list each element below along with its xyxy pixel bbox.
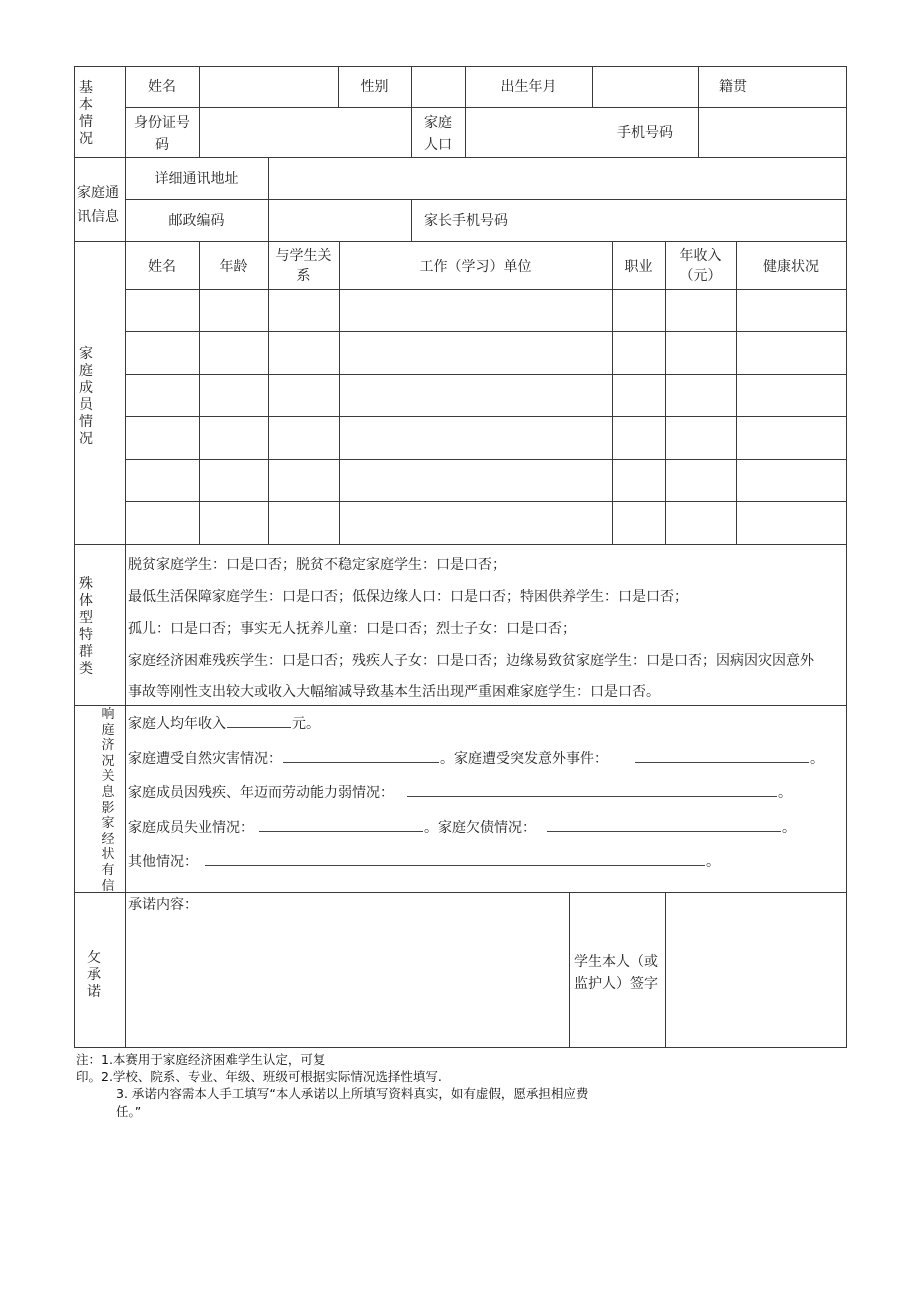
income-unit: 元。 — [292, 716, 320, 732]
special-line: 孤儿：口是口否；事实无人抚养儿童：口是口否；烈士子女：口是口否； — [128, 621, 576, 637]
phone-field[interactable] — [699, 108, 846, 157]
header-age: 年龄 — [219, 259, 248, 275]
header-job: 职业 — [624, 259, 653, 275]
birth-field[interactable] — [593, 67, 698, 107]
postcode-field[interactable] — [269, 200, 411, 241]
header-income: 年收入 （元） — [679, 248, 722, 284]
table-row[interactable] — [126, 460, 846, 501]
divider — [74, 544, 847, 545]
table-row[interactable] — [126, 375, 846, 416]
signature-field[interactable] — [666, 893, 846, 1047]
label-parent-phone: 家长手机号码 — [424, 213, 508, 229]
signature-label: 学生本人（或 监护人）签字 — [574, 954, 658, 992]
label-birth: 出生年月 — [500, 79, 557, 95]
label-postcode: 邮政编码 — [168, 213, 225, 229]
period: 。 — [778, 785, 792, 801]
other-label: 其他情况： — [128, 854, 198, 870]
address-field[interactable] — [269, 158, 846, 199]
period: 。 — [706, 854, 720, 870]
note-line: 印。2.学校、院系、专业、年级、班级可根据实际情况选择性填写. — [76, 1069, 442, 1084]
divider — [569, 892, 570, 1048]
other-line — [128, 852, 720, 871]
disaster-sep: 。 — [440, 751, 454, 767]
debt-label: 家庭欠债情况： — [438, 820, 536, 836]
table-border-right — [846, 66, 847, 1048]
id-number-field[interactable] — [200, 108, 411, 157]
section-label-members: 家庭成员情况 — [79, 346, 93, 447]
table-row[interactable] — [126, 332, 846, 374]
accident-input[interactable] — [635, 749, 809, 763]
other-input[interactable] — [205, 852, 705, 866]
unemployment-line — [128, 818, 796, 837]
special-line: 最低生活保障家庭学生：口是口否；低保边缘人口：口是口否；特困供养学生：口是口否； — [128, 589, 688, 605]
table-row[interactable] — [126, 290, 846, 331]
note-line: 注：1.本赛用于家庭经济困难学生认定，可复 — [76, 1052, 326, 1067]
disaster-input[interactable] — [283, 749, 439, 763]
table-border-left — [74, 66, 75, 1048]
section-label-economy: 响庭济况关息影家经状有信 — [101, 707, 115, 894]
header-work: 工作（学习）单位 — [419, 259, 532, 275]
table-row[interactable] — [126, 502, 846, 544]
label-household-size: 家庭 人口 — [424, 115, 452, 153]
note-line: 任。” — [116, 1104, 142, 1119]
table-row[interactable] — [126, 417, 846, 459]
unemployment-label: 家庭成员失业情况： — [128, 820, 254, 836]
divider — [74, 241, 847, 242]
table-border-bottom — [74, 1047, 847, 1048]
section-label-basic: 基本情况 — [79, 80, 93, 147]
income-label: 家庭人均年收入 — [128, 716, 226, 732]
disability-input[interactable] — [407, 783, 777, 797]
special-line: 事故等刚性支出较大或收入大幅缩减导致基本生活出现严重困难家庭学生：口是口否。 — [128, 684, 660, 700]
section-label-pledge: 攵承诺 — [87, 950, 101, 1000]
disaster-label: 家庭遭受自然灾害情况： — [128, 751, 282, 767]
label-id-number: 身份证号 码 — [134, 115, 190, 153]
section-label-special: 殊体型特群类 — [79, 576, 93, 677]
disability-line — [128, 783, 792, 802]
unemployment-input[interactable] — [259, 818, 423, 832]
header-health: 健康状况 — [763, 259, 819, 275]
divider — [411, 199, 412, 242]
pledge-content-field[interactable] — [126, 916, 568, 1046]
label-gender: 性别 — [360, 79, 389, 95]
label-address: 详细通讯地址 — [154, 171, 239, 187]
label-origin: 籍贯 — [719, 79, 747, 95]
debt-sep: 。 — [424, 820, 438, 836]
parent-phone-field[interactable] — [530, 200, 846, 241]
label-phone: 手机号码 — [617, 125, 673, 141]
special-line: 家庭经济困难残疾学生：口是口否；残疾人子女：口是口否；边缘易致贫家庭学生：口是口否；因病因灾因意外 — [128, 653, 814, 669]
gender-field[interactable] — [412, 67, 465, 107]
label-name: 姓名 — [148, 79, 176, 95]
disaster-line — [128, 749, 824, 768]
income-input[interactable] — [227, 714, 291, 728]
pledge-content-label: 承诺内容： — [128, 897, 198, 913]
header-name: 姓名 — [148, 259, 176, 275]
debt-input[interactable] — [547, 818, 781, 832]
note-line: 3. 承诺内容需本人手工填写“本人承诺以上所填写资料真实，如有虚假，愿承担相应费 — [116, 1086, 589, 1101]
header-relation: 与学生关 系 — [275, 248, 332, 284]
section-label-contact: 家庭通 讯信息 — [77, 185, 119, 225]
accident-label: 家庭遭受突发意外事件： — [454, 751, 608, 767]
origin-field[interactable] — [770, 67, 846, 107]
special-line: 脱贫家庭学生：口是口否；脱贫不稳定家庭学生：口是口否； — [128, 557, 506, 573]
period: 。 — [782, 820, 796, 836]
disability-label: 家庭成员因残疾、年迈而劳动能力弱情况： — [128, 785, 394, 801]
income-line — [128, 714, 320, 733]
period: 。 — [810, 751, 824, 767]
divider — [74, 705, 847, 706]
household-size-field[interactable] — [466, 108, 592, 157]
name-field[interactable] — [200, 67, 338, 107]
